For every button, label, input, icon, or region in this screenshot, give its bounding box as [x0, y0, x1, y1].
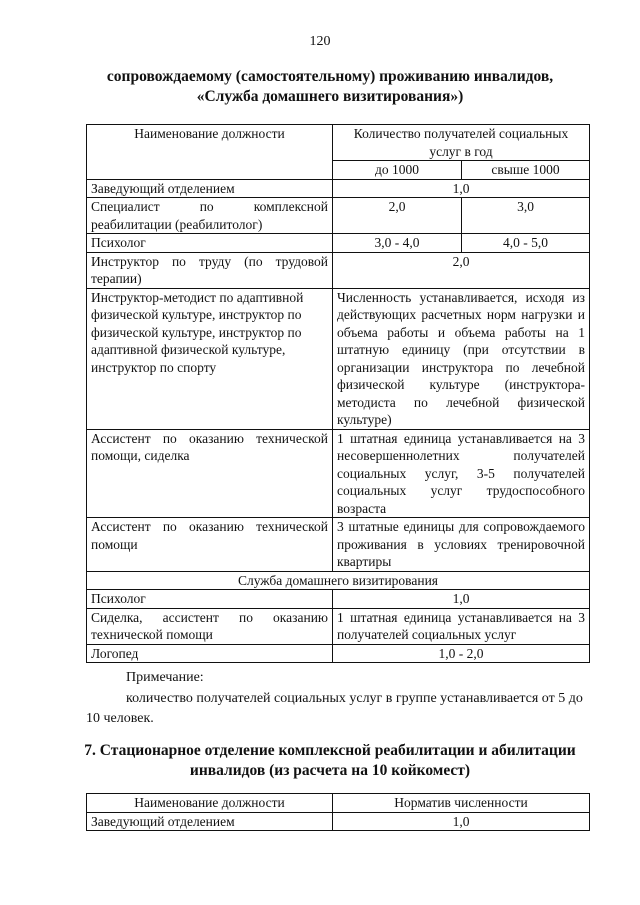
- position-name: Специалист по комплексной реабилитации (реабилитолог): [87, 198, 333, 234]
- position-value-over-1000: 3,0: [462, 198, 590, 234]
- note-title: Примечание:: [126, 670, 204, 685]
- position-value: 1,0 - 2,0: [333, 644, 590, 663]
- table-row: [87, 234, 590, 253]
- position-name: Инструктор-методист по адаптивной физической культуре, инструктор по физической культуре, инструктор по адаптивной физической культуре, инструктор по спорту: [87, 288, 333, 429]
- position-value-over-1000: 4,0 - 5,0: [462, 234, 590, 253]
- section-heading: [60, 67, 600, 107]
- header-norm: Норматив численности: [333, 794, 590, 813]
- header-position: Наименование должности: [87, 794, 333, 813]
- position-name: Ассистент по оказанию технической помощи: [87, 518, 333, 572]
- position-name: Заведующий отделением: [87, 179, 333, 198]
- table-row: [87, 644, 590, 663]
- staffing-norm-table: [86, 793, 590, 831]
- table-row: [87, 608, 590, 644]
- position-name: Заведующий отделением: [87, 812, 333, 831]
- page-number: 120: [309, 34, 331, 49]
- table-row: [87, 518, 590, 572]
- table-header-row: [87, 125, 590, 161]
- section-heading-line1: сопровождаемому (самостоятельному) проживанию инвалидов,: [106, 68, 554, 85]
- position-name: Логопед: [87, 644, 333, 663]
- position-name: Ассистент по оказанию технической помощи, сиделка: [87, 429, 333, 518]
- section-7-heading-line1: 7. Стационарное отделение комплексной реабилитации и абилитации: [84, 742, 576, 759]
- section-7-heading-line2: инвалидов (из расчета на 10 койкомест): [189, 762, 471, 779]
- position-value: 1,0: [333, 590, 590, 609]
- position-value: 2,0: [333, 252, 590, 288]
- header-recipients: Количество получателей социальных услуг в год: [333, 125, 590, 161]
- position-value: 1,0: [333, 812, 590, 831]
- section-7-heading: [60, 741, 600, 781]
- header-over-1000: свыше 1000: [462, 161, 590, 180]
- table-row: [87, 429, 590, 518]
- position-value-up-to-1000: 3,0 - 4,0: [333, 234, 462, 253]
- position-value: 1,0: [333, 179, 590, 198]
- table-header-row: [87, 794, 590, 813]
- position-name: Психолог: [87, 590, 333, 609]
- subsection-title: Служба домашнего визитирования: [87, 571, 590, 590]
- table-row: [87, 812, 590, 831]
- table-row: [87, 288, 590, 429]
- table-row: [87, 252, 590, 288]
- position-name: Психолог: [87, 234, 333, 253]
- table-row: [87, 198, 590, 234]
- table-row: [87, 590, 590, 609]
- section-heading-line2: «Служба домашнего визитирования»): [196, 88, 464, 105]
- subsection-title-row: [87, 571, 590, 590]
- position-value: 3 штатные единицы для сопровождаемого проживания в условиях тренировочной квартиры: [333, 518, 590, 572]
- header-position: Наименование должности: [87, 125, 333, 180]
- position-value: 1 штатная единица устанавливается на 3 получателей социальных услуг: [333, 608, 590, 644]
- position-name: Сиделка, ассистент по оказанию технической помощи: [87, 608, 333, 644]
- table-row: [87, 179, 590, 198]
- position-value: Численность устанавливается, исходя из действующих расчетных норм нагрузки и объема работы и объема работы на 1 штатную единицу (при отсутствии в организации инструктора по лечебной физической культуре (инструктора-методиста по лечебной физической культуре): [333, 288, 590, 429]
- position-value-up-to-1000: 2,0: [333, 198, 462, 234]
- note-text: количество получателей социальных услуг в группе устанавливается от 5 до 10 человек.: [86, 691, 583, 726]
- staffing-table: [86, 124, 590, 663]
- position-value: 1 штатная единица устанавливается на 3 несовершеннолетних получателей социальных услуг, 3-5 получателей социальных услуг трудоспособного возраста: [333, 429, 590, 518]
- header-up-to-1000: до 1000: [333, 161, 462, 180]
- position-name: Инструктор по труду (по трудовой терапии): [87, 252, 333, 288]
